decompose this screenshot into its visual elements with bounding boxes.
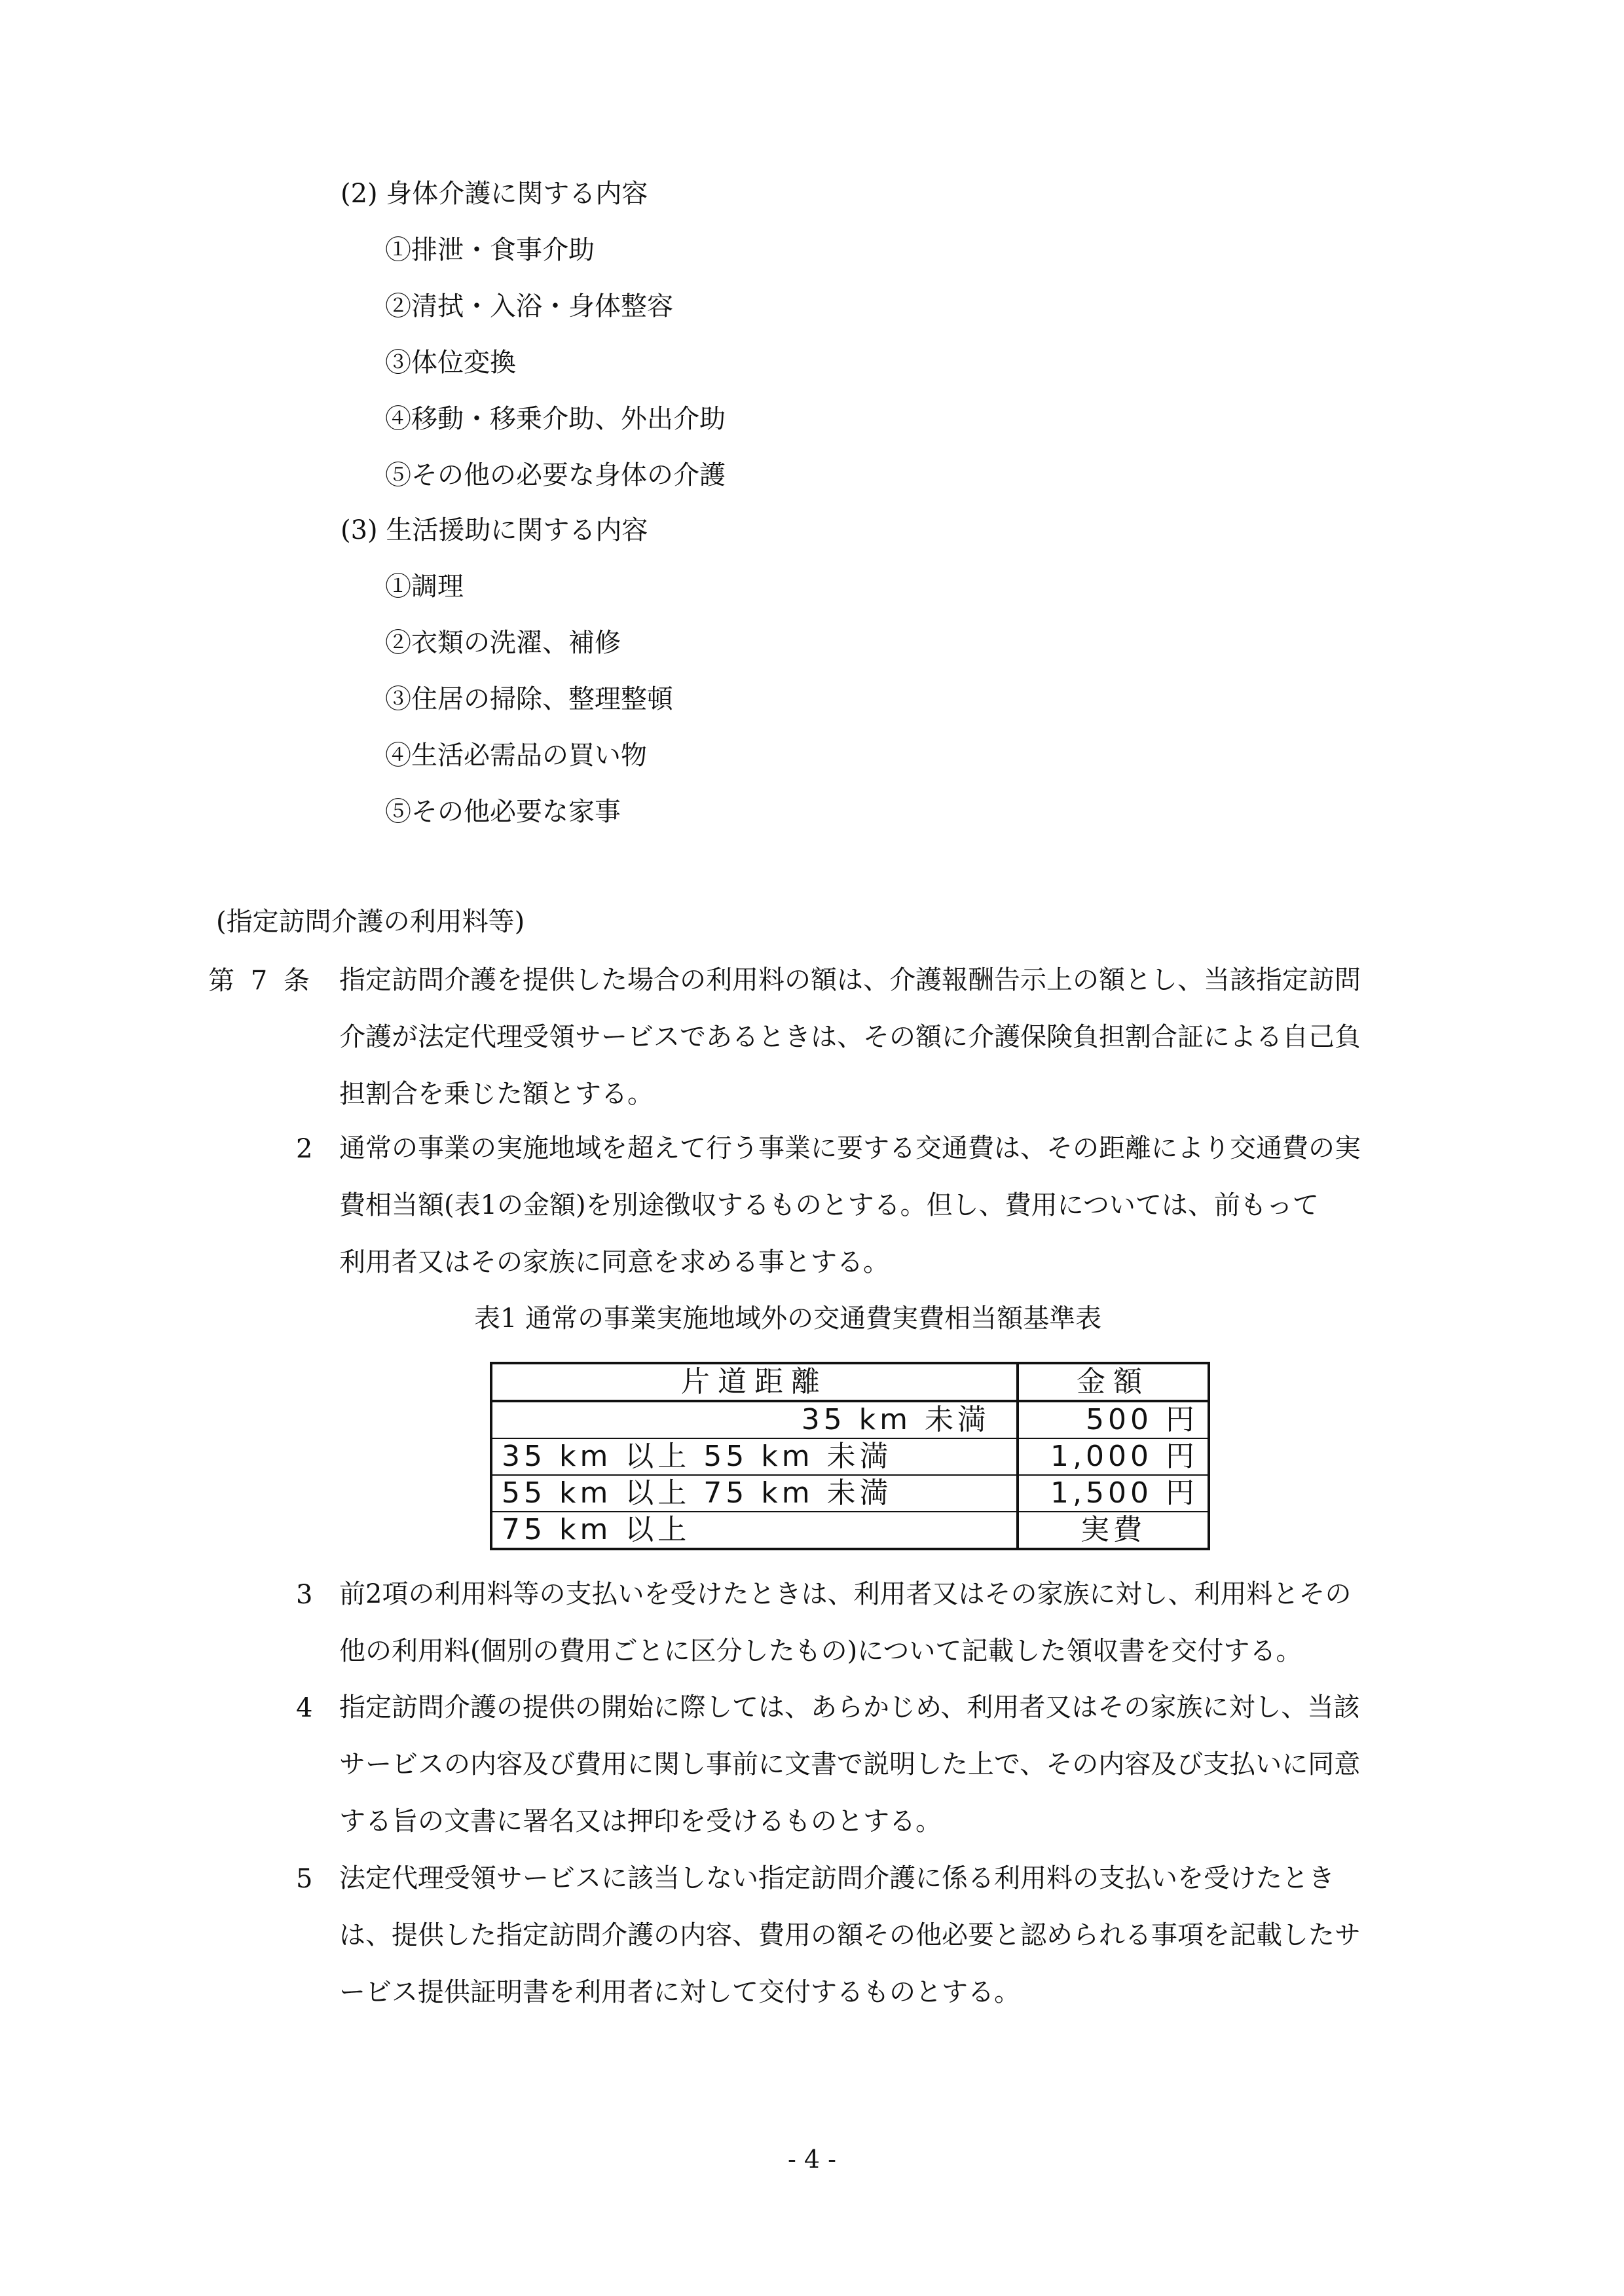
- list-item: ③体位変換: [385, 348, 516, 378]
- list-item: ④移動・移乗介助、外出介助: [385, 404, 726, 434]
- paragraph-number: 4: [296, 1693, 313, 1723]
- list-item: ②衣類の洗濯、補修: [385, 628, 621, 658]
- list-item: ④生活必需品の買い物: [385, 740, 647, 771]
- paragraph-number: 3: [296, 1580, 313, 1610]
- paragraph-number: 5: [296, 1864, 313, 1894]
- distance-cell: 35 km 以上 55 km 未満: [491, 1438, 1018, 1475]
- article-body: [339, 952, 1361, 1123]
- article-line: 指定訪問介護を提供した場合の利用料の額は、介護報酬告示上の額とし、当該指定訪問: [339, 965, 1361, 995]
- table-caption: 表1 通常の事業実施地域外の交通費実費相当額基準表: [474, 1303, 1102, 1334]
- paragraph-line: 利用者又はその家族に同意を求める事とする。: [339, 1247, 889, 1277]
- section-2-heading: (2) 身体介護に関する内容: [341, 179, 648, 209]
- table-row: [491, 1401, 1209, 1438]
- paragraph-number: 2: [296, 1134, 313, 1164]
- list-item: ①調理: [385, 572, 464, 602]
- paragraph-5: [339, 1850, 1361, 2021]
- list-item: ②清拭・入浴・身体整容: [385, 291, 673, 321]
- paragraph-line: 法定代理受領サービスに該当しない指定訪問介護に係る利用料の支払いを受けたとき: [339, 1863, 1335, 1893]
- article-caption: (指定訪問介護の利用料等): [216, 907, 525, 937]
- table-row: [491, 1438, 1209, 1475]
- list-item: ③住居の掃除、整理整頓: [385, 684, 673, 714]
- paragraph-line: 他の利用料(個別の費用ごとに区分したもの)について記載した領収書を交付する。: [339, 1636, 1302, 1666]
- paragraph-line: 指定訪問介護の提供の開始に際しては、あらかじめ、利用者又はその家族に対し、当該: [339, 1692, 1360, 1722]
- distance-cell: 75 km 以上: [491, 1512, 1018, 1549]
- fee-table: [490, 1362, 1210, 1550]
- list-item: ⑤その他必要な家事: [385, 797, 621, 827]
- table-row: [491, 1512, 1209, 1549]
- table-row: [491, 1475, 1209, 1512]
- amount-cell: 500 円: [1018, 1401, 1209, 1438]
- header-amount: 金額: [1018, 1363, 1209, 1401]
- paragraph-line: は、提供した指定訪問介護の内容、費用の額その他必要と認められる事項を記載したサ: [339, 1920, 1361, 1950]
- list-item: ⑤その他の必要な身体の介護: [385, 460, 726, 490]
- paragraph-line: 通常の事業の実施地域を超えて行う事業に要する交通費は、その距離により交通費の実: [339, 1133, 1361, 1163]
- header-distance: 片道距離: [491, 1363, 1018, 1401]
- paragraph-line: 前2項の利用料等の支払いを受けたときは、利用者又はその家族に対し、利用料とその: [339, 1579, 1352, 1609]
- paragraph-line: 費相当額(表1の金額)を別途徴収するものとする。但し、費用については、前もって: [339, 1190, 1319, 1220]
- article-line: 介護が法定代理受領サービスであるときは、その額に介護保険負担割合証による自己負: [339, 1022, 1361, 1052]
- article-line: 担割合を乗じた額とする。: [339, 1079, 654, 1109]
- paragraph-3: [339, 1566, 1351, 1680]
- table-header-row: [491, 1363, 1209, 1401]
- amount-cell: 1,500 円: [1018, 1475, 1209, 1512]
- distance-cell: 55 km 以上 75 km 未満: [491, 1475, 1018, 1512]
- distance-cell: 35 km 未満: [491, 1401, 1018, 1438]
- list-item: ①排泄・食事介助: [385, 235, 595, 265]
- paragraph-2: [339, 1120, 1361, 1291]
- page-number: - 4 -: [787, 2145, 836, 2174]
- amount-cell: 1,000 円: [1018, 1438, 1209, 1475]
- paragraph-line: する旨の文書に署名又は押印を受けるものとする。: [339, 1806, 942, 1836]
- section-3-heading: (3) 生活援助に関する内容: [341, 515, 648, 545]
- paragraph-4: [339, 1679, 1360, 1850]
- paragraph-line: サービスの内容及び費用に関し事前に文書で説明した上で、その内容及び支払いに同意: [339, 1749, 1361, 1779]
- article-label: 第 7 条: [208, 966, 314, 996]
- amount-cell: 実費: [1018, 1512, 1209, 1549]
- paragraph-line: ービス提供証明書を利用者に対して交付するものとする。: [339, 1977, 1020, 2007]
